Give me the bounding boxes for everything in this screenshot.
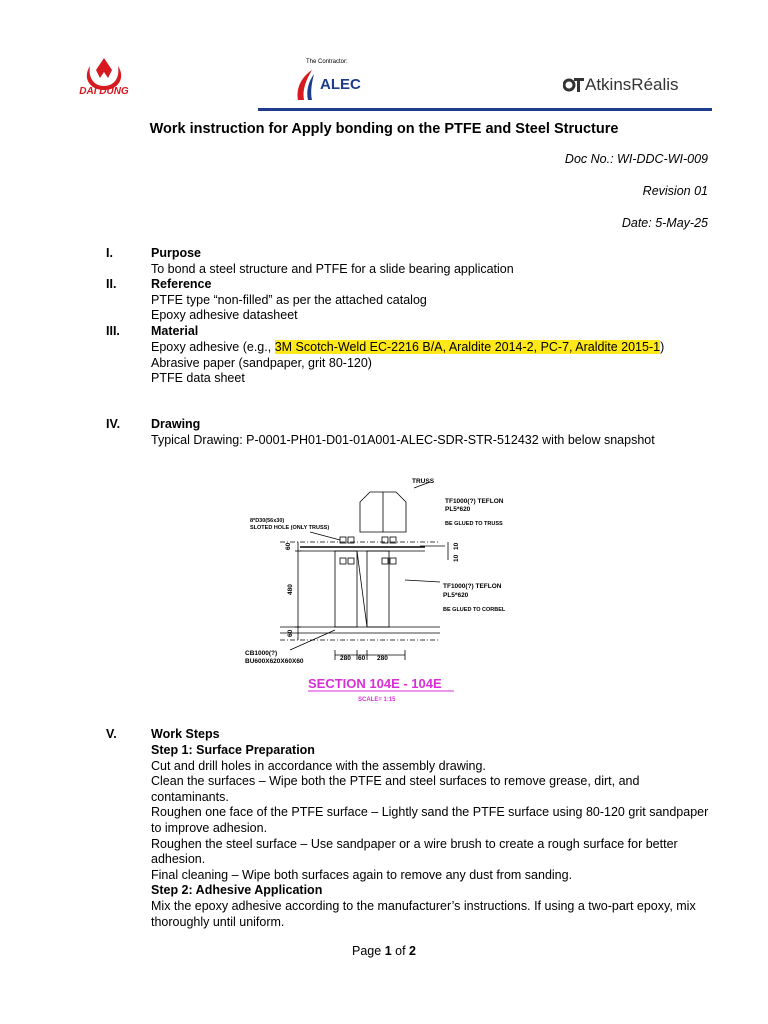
date: Date: 5-May-25 (621, 216, 708, 230)
label-tf-bot-b: PL5*620 (443, 592, 469, 599)
doc-number: Doc No.: WI-DDC-WI-009 (564, 152, 708, 166)
dai-dung-logo-text: DAI DUNG (79, 86, 129, 97)
section-heading-work-steps: Work Steps (151, 727, 220, 741)
section-heading-material: Material (151, 324, 199, 338)
corbel-right (367, 551, 389, 627)
label-tf-bot-c: BE GLUED TO CORBEL (443, 607, 506, 613)
step-1-line: Roughen the steel surface – Use sandpaper or a wire brush to create a rough surface for better adhesion. (151, 836, 678, 867)
label-slot-b: SLOTED HOLE (ONLY TRUSS) (250, 525, 330, 531)
material-line: PTFE data sheet (151, 371, 245, 385)
step-1-line: Final cleaning – Wipe both surfaces again to remove any dust from sanding. (151, 867, 573, 882)
step-2-line: Mix the epoxy adhesive according to the manufacturer’s instructions. If using a two-part epoxy, mix thoroughly until uniform. (151, 898, 696, 929)
dim-10b: 10 (453, 554, 460, 562)
atkinsrealis-logo-text: AtkinsRéalis (585, 75, 679, 94)
section-heading-drawing: Drawing (151, 417, 201, 431)
revision: Revision 01 (642, 184, 708, 198)
material-epoxy-line (151, 340, 664, 354)
work-steps-body (151, 743, 711, 930)
step-1-line: Roughen one face of the PTFE surface – Lightly sand the PTFE surface using 80-120 grit sandpaper to improve adhesion. (151, 805, 709, 835)
contractor-caption: The Contractor: (306, 59, 348, 65)
alec-logo (292, 68, 382, 102)
dim-480: 480 (287, 584, 294, 595)
label-tf-top-c: BE GLUED TO TRUSS (445, 521, 503, 527)
dim-60-top: 60 (285, 542, 292, 550)
section-number-work-steps: V. (106, 727, 117, 741)
epoxy-highlight: 3M Scotch-Weld EC-2216 B/A, Araldite 2014-2, PC-7, Araldite 2015-1 (274, 340, 661, 354)
section-heading-purpose: Purpose (151, 246, 202, 260)
bolt-group (340, 537, 396, 564)
dim-280b: 280 (377, 655, 388, 662)
alec-logo-text: ALEC (320, 76, 361, 93)
step-1-line: Clean the surfaces – Wipe both the PTFE and steel surfaces to remove grease, dirt, and contaminants. (151, 774, 640, 804)
label-tf-top-a: TF1000(?) TEFLON (445, 498, 504, 505)
step-2-title: Step 2: Adhesive Application (151, 883, 323, 898)
section-heading-reference: Reference (151, 277, 212, 291)
step-1-line: Cut and drill holes in accordance with the assembly drawing. (151, 758, 486, 773)
section-number-purpose: I. (106, 246, 113, 260)
page-number: 1 (384, 944, 392, 958)
label-cb-b: BU600X620X60X60 (245, 658, 304, 665)
header-rule (258, 108, 712, 111)
atkinsrealis-logo (563, 74, 713, 98)
dim-10a: 10 (453, 542, 460, 550)
drawing-line: Typical Drawing: P-0001-PH01-D01-01A001-ALEC-SDR-STR-512432 with below snapshot (151, 433, 655, 447)
material-line: Abrasive paper (sandpaper, grit 80-120) (151, 356, 372, 370)
page-of: of (391, 944, 410, 958)
page-prefix: Page (352, 944, 385, 958)
purpose-line: To bond a steel structure and PTFE for a slide bearing application (151, 262, 514, 276)
section-drawing (240, 470, 530, 710)
section-number-drawing: IV. (106, 417, 121, 431)
label-cb-a: CB1000(?) (245, 650, 278, 657)
epoxy-suffix: ) (660, 340, 665, 354)
document-title: Work instruction for Apply bonding on the PTFE and Steel Structure (149, 121, 619, 137)
reference-line: Epoxy adhesive datasheet (151, 308, 298, 322)
epoxy-prefix: Epoxy adhesive (e.g., (151, 340, 275, 354)
dim-280a: 280 (340, 655, 351, 662)
section-number-reference: II. (106, 277, 117, 291)
reference-line: PTFE type “non-filled” as per the attached catalog (151, 293, 427, 307)
atkinsrealis-mark-icon (563, 76, 585, 94)
label-slot-a: 8*D30(56x30) (250, 518, 285, 524)
step-1-title: Step 1: Surface Preparation (151, 743, 315, 757)
label-truss: TRUSS (412, 478, 435, 485)
dim-60-mid: 60 (358, 655, 366, 662)
label-tf-top-b: PL5*620 (445, 506, 471, 513)
section-scale: SCALE= 1:15 (358, 697, 396, 703)
dai-dung-logo (64, 56, 144, 100)
dim-60-bot: 60 (287, 629, 294, 637)
section-number-material: III. (106, 324, 120, 338)
section-title: SECTION 104E - 104E (308, 676, 442, 691)
page-footer (0, 944, 768, 958)
page-total: 2 (409, 944, 416, 958)
label-tf-bot-a: TF1000(?) TEFLON (443, 583, 502, 590)
